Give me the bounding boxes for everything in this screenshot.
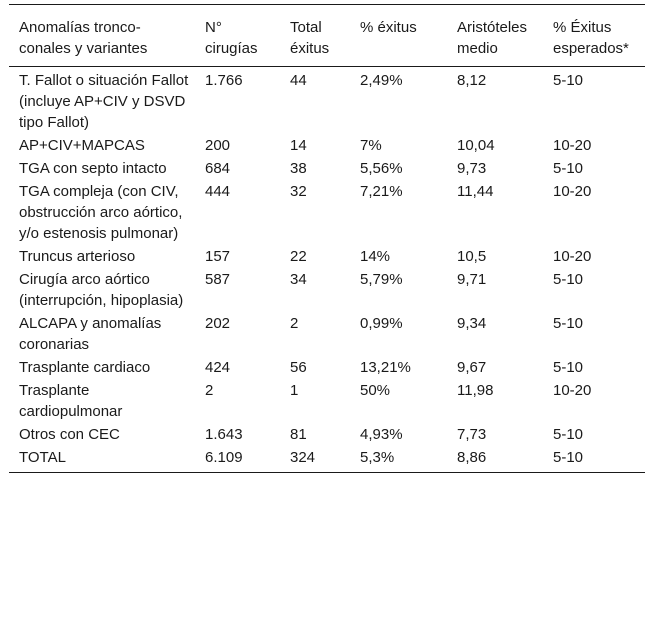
cell-total-exitus: 2 [290, 315, 299, 332]
cell-pct-exitus: 50% [360, 382, 391, 399]
cell-esperados: 5-10 [553, 359, 584, 376]
cell-n-cirugias: 684 [205, 160, 231, 177]
header-pct-exitus: % éxitus [360, 19, 417, 36]
cell-n-cirugias: 157 [205, 248, 231, 265]
table-row [9, 423, 645, 446]
cell-n-cirugias: 1.643 [205, 426, 243, 443]
cell-total-exitus: 324 [290, 449, 316, 466]
cell-total-exitus: 32 [290, 183, 307, 200]
cell-aristoteles: 9,73 [457, 160, 487, 177]
cell-esperados: 10-20 [553, 137, 592, 154]
cell-pct-exitus: 7% [360, 137, 382, 154]
cell-total-exitus: 38 [290, 160, 307, 177]
cell-anomalia: ALCAPA y anomalías coronarias [19, 315, 162, 353]
cell-n-cirugias: 6.109 [205, 449, 243, 466]
cell-n-cirugias: 424 [205, 359, 231, 376]
cell-esperados: 10-20 [553, 248, 592, 265]
table-row [9, 134, 645, 157]
cell-esperados: 5-10 [553, 271, 584, 288]
cell-aristoteles: 11,44 [457, 183, 494, 200]
cell-aristoteles: 10,5 [457, 248, 487, 265]
cell-total-exitus: 44 [290, 72, 307, 89]
header-total-exitus: Total éxitus [290, 19, 330, 57]
cell-esperados: 5-10 [553, 72, 584, 89]
cell-pct-exitus: 7,21% [360, 183, 403, 200]
header-exitus-esperados: % Éxitus esperados* [553, 19, 629, 57]
cell-total-exitus: 81 [290, 426, 307, 443]
cell-aristoteles: 9,34 [457, 315, 487, 332]
cell-esperados: 10-20 [553, 382, 592, 399]
cell-esperados: 5-10 [553, 426, 584, 443]
cell-anomalia: Trasplante cardiopulmonar [19, 382, 123, 420]
cell-n-cirugias: 444 [205, 183, 231, 200]
cell-anomalia: Otros con CEC [19, 426, 120, 443]
cell-aristoteles: 9,71 [457, 271, 487, 288]
cell-pct-exitus: 2,49% [360, 72, 403, 89]
table-row [9, 180, 645, 245]
cell-pct-exitus: 5,79% [360, 271, 403, 288]
cell-aristoteles: 11,98 [457, 382, 494, 399]
header-anomalias: Anomalías tronco-conales y variantes [19, 19, 148, 57]
cell-anomalia: Truncus arterioso [19, 248, 136, 265]
cell-anomalia: Trasplante cardiaco [19, 359, 151, 376]
table-row [9, 268, 645, 312]
cell-n-cirugias: 587 [205, 271, 231, 288]
cell-total-exitus: 14 [290, 137, 307, 154]
cell-anomalia: AP+CIV+MAPCAS [19, 137, 145, 154]
cell-n-cirugias: 1.766 [205, 72, 243, 89]
table-row [9, 157, 645, 180]
cell-pct-exitus: 0,99% [360, 315, 403, 332]
cell-aristoteles: 10,04 [457, 137, 495, 154]
table-row-total [9, 446, 645, 473]
cell-esperados: 5-10 [553, 160, 584, 177]
table-row [9, 312, 645, 356]
cell-anomalia: TOTAL [19, 449, 66, 466]
cell-total-exitus: 56 [290, 359, 307, 376]
cell-total-exitus: 34 [290, 271, 307, 288]
cell-anomalia: TGA compleja (con CIV, obstrucción arco aórtico, y/o estenosis pulmonar) [19, 183, 183, 242]
cell-esperados: 10-20 [553, 183, 592, 200]
header-aristoteles-medio: Aristóteles medio [457, 19, 528, 57]
cell-aristoteles: 7,73 [457, 426, 487, 443]
cell-aristoteles: 8,86 [457, 449, 487, 466]
surgery-outcomes-table [9, 4, 645, 473]
table-row [9, 245, 645, 268]
cell-total-exitus: 22 [290, 248, 307, 265]
table-header-row [9, 5, 645, 67]
cell-anomalia: TGA con septo intacto [19, 160, 167, 177]
cell-aristoteles: 9,67 [457, 359, 487, 376]
cell-pct-exitus: 14% [360, 248, 391, 265]
cell-esperados: 5-10 [553, 315, 584, 332]
table-row [9, 67, 645, 135]
cell-n-cirugias: 200 [205, 137, 231, 154]
cell-n-cirugias: 202 [205, 315, 231, 332]
cell-pct-exitus: 5,3% [360, 449, 395, 466]
cell-anomalia: T. Fallot o situación Fallot (incluye AP+CIV y DSVD tipo Fallot) [19, 72, 189, 131]
table-row [9, 356, 645, 379]
cell-aristoteles: 8,12 [457, 72, 487, 89]
cell-pct-exitus: 4,93% [360, 426, 403, 443]
table-row [9, 379, 645, 423]
header-n-cirugias: N° cirugías [205, 19, 258, 57]
cell-anomalia: Cirugía arco aórtico (interrupción, hipoplasia) [19, 271, 184, 309]
cell-total-exitus: 1 [290, 382, 299, 399]
cell-pct-exitus: 5,56% [360, 160, 403, 177]
cell-esperados: 5-10 [553, 449, 584, 466]
cell-n-cirugias: 2 [205, 382, 214, 399]
cell-pct-exitus: 13,21% [360, 359, 411, 376]
data-table-container [9, 4, 645, 473]
